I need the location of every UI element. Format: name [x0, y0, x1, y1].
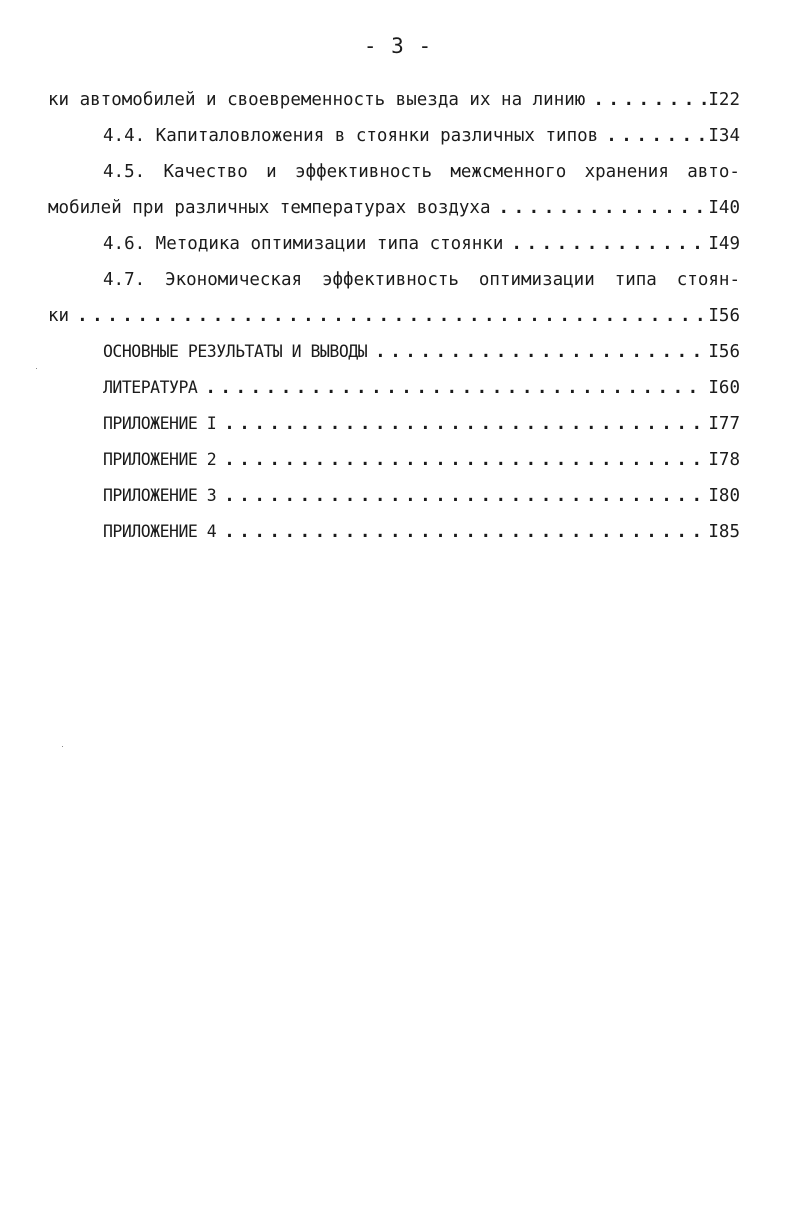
toc-entry-text: 4.4. Капиталовложения в стоянки различных типов [103, 126, 599, 146]
toc-entry-text [103, 154, 740, 190]
word: типа [614, 270, 657, 290]
word: авто- [687, 162, 740, 182]
dot-leader [499, 190, 707, 226]
toc-entry [48, 118, 740, 154]
toc-entry-page: I60 [708, 378, 740, 398]
toc-entry-text: ПРИЛОЖЕНИЕ 4 [103, 522, 217, 541]
word: эффективность [295, 162, 432, 182]
dot-leader [511, 226, 706, 262]
dot-leader [606, 118, 706, 154]
scan-speck [36, 368, 37, 369]
toc-entry [48, 334, 740, 370]
toc-entry-page: I34 [708, 126, 740, 146]
toc-entry-page: I80 [708, 486, 740, 506]
toc-entry-text: мобилей при различных температурах воздуха [48, 198, 491, 218]
scan-speck [62, 746, 63, 747]
dot-leader [205, 370, 706, 406]
table-of-contents [48, 82, 740, 550]
toc-entry-page: I40 [708, 198, 740, 218]
toc-entry-page: I78 [708, 450, 740, 470]
toc-entry [48, 406, 740, 442]
word: оптимизации [478, 270, 595, 290]
word: межсменного [450, 162, 567, 182]
toc-entry-text: ки [48, 306, 70, 326]
toc-entry [48, 514, 740, 550]
dot-leader [224, 442, 706, 478]
toc-entry-page: I77 [708, 414, 740, 434]
toc-entry-text: ПРИЛОЖЕНИЕ 2 [103, 450, 217, 469]
toc-entry [48, 82, 740, 118]
toc-entry [48, 154, 740, 190]
dot-leader [375, 334, 706, 370]
page-number: - 3 - [363, 34, 433, 58]
word: Качество [163, 162, 248, 182]
word: Экономическая [165, 270, 303, 290]
toc-entry-page: I85 [708, 522, 740, 542]
toc-entry [48, 262, 740, 298]
dot-leader [593, 82, 706, 118]
toc-entry-page: I56 [708, 306, 740, 326]
toc-entry-text: ЛИТЕРАТУРА [103, 378, 198, 397]
toc-entry [48, 478, 740, 514]
dot-leader [224, 478, 706, 514]
toc-entry-text: ки автомобилей и своевременность выезда их на линию [48, 90, 586, 110]
word: хранения [584, 162, 669, 182]
toc-entry [48, 442, 740, 478]
word: стоян- [676, 270, 740, 290]
toc-entry-page: I49 [708, 234, 740, 254]
toc-entry [48, 226, 740, 262]
toc-entry [48, 298, 740, 334]
word: и [266, 162, 277, 182]
word: эффективность [321, 270, 459, 290]
toc-entry-text: ОСНОВНЫЕ РЕЗУЛЬТАТЫ И ВЫВОДЫ [103, 342, 368, 361]
dot-leader [224, 406, 706, 442]
toc-entry [48, 190, 740, 226]
dot-leader [224, 514, 706, 550]
word: 4.5. [103, 162, 146, 182]
toc-entry-text: 4.6. Методика оптимизации типа стоянки [103, 234, 504, 254]
toc-entry-text [103, 262, 740, 298]
toc-entry-page: I22 [708, 90, 740, 110]
toc-entry-text: ПРИЛОЖЕНИЕ 3 [103, 486, 217, 505]
dot-leader [77, 298, 706, 334]
toc-entry-page: I56 [708, 342, 740, 362]
word: 4.7. [103, 270, 146, 290]
toc-entry [48, 370, 740, 406]
toc-entry-text: ПРИЛОЖЕНИЕ I [103, 414, 217, 433]
